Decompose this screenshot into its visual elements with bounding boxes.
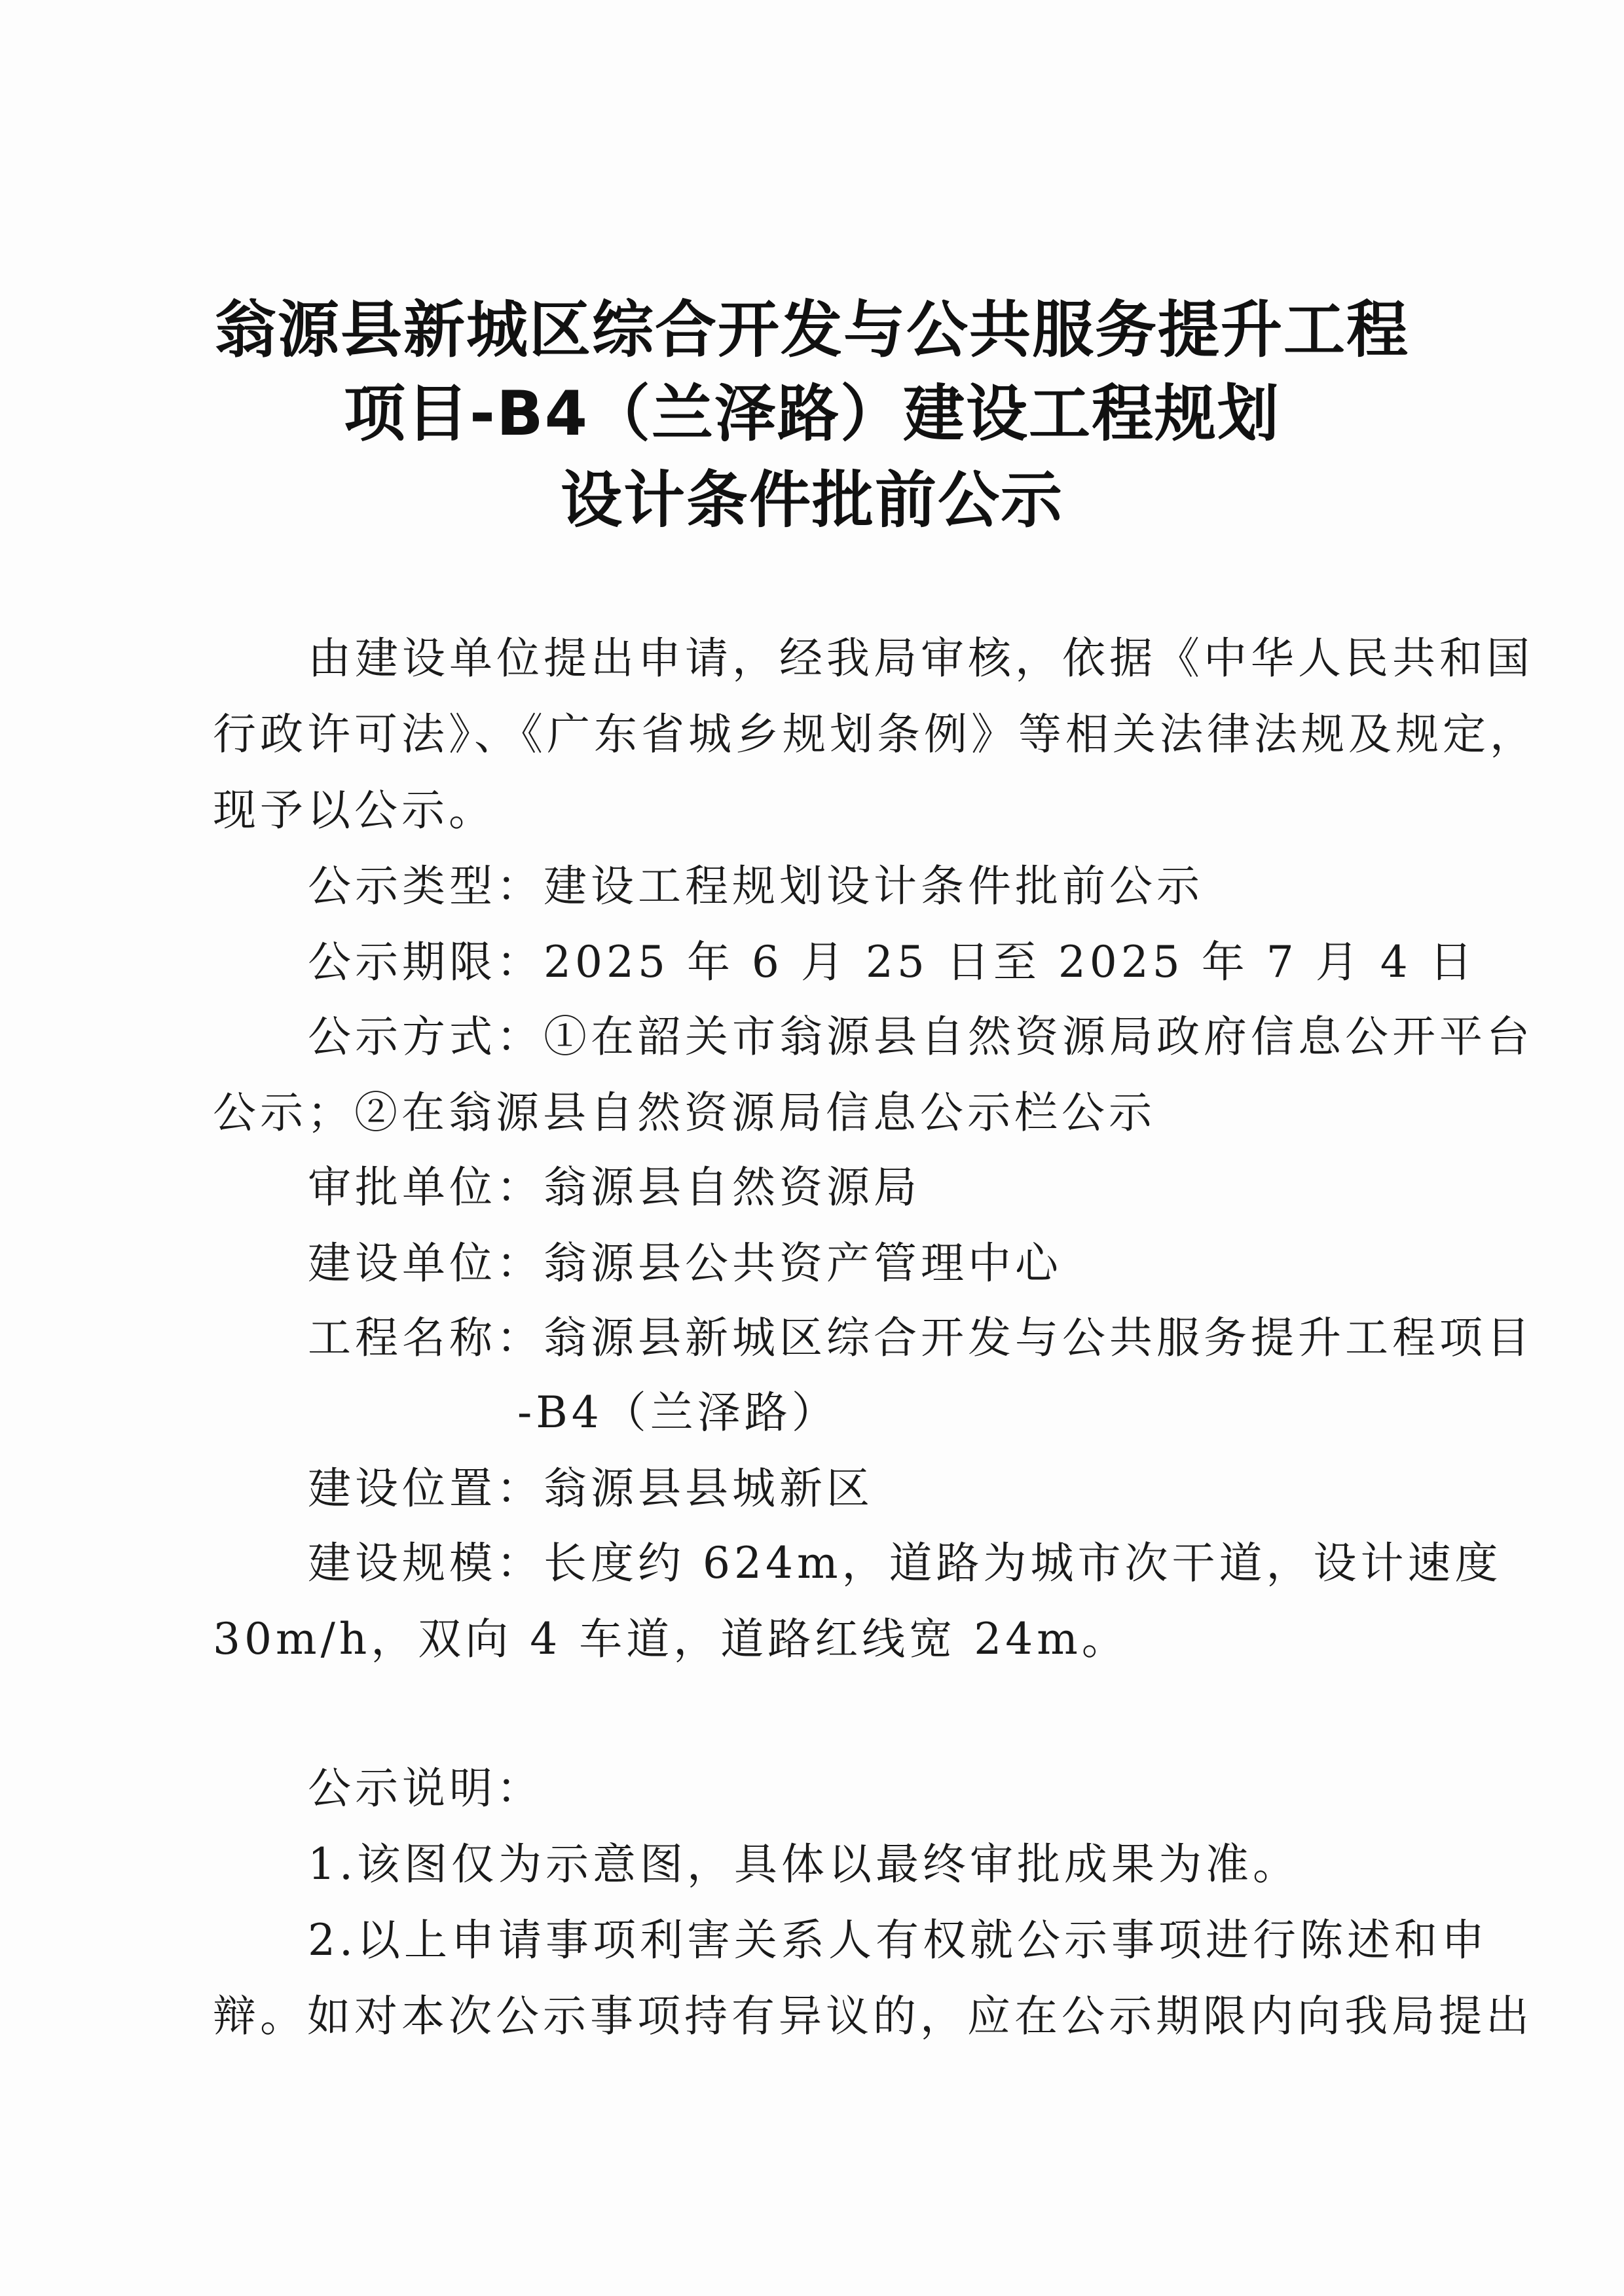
location-row (308, 1453, 874, 1516)
period-label: 公示期限： (308, 937, 544, 987)
builder-value: 翁源县公共资产管理中心 (544, 1238, 1062, 1288)
scale-value-line-2: 30m/h，双向 4 车道，道路红线宽 24m。 (213, 1614, 1129, 1664)
notes-item-2-line-1: 2.以上申请事项利害关系人有权就公示事项进行陈述和申 (308, 1915, 1488, 1965)
project-label: 工程名称： (308, 1313, 544, 1363)
intro-line-1: 由建设单位提出申请，经我局审核，依据《中华人民共和国 (308, 633, 1534, 683)
project-value-line-2: -B4（兰泽路） (517, 1387, 839, 1438)
approver-value: 翁源县自然资源局 (544, 1162, 921, 1212)
type-label: 公示类型： (308, 861, 544, 911)
type-row (308, 851, 1204, 913)
project-row (308, 1303, 1534, 1365)
page-title-line-1: 翁源县新城区综合开发与公共服务提升工程 (214, 295, 1409, 366)
location-label: 建设位置： (308, 1463, 544, 1514)
notes-heading: 公示说明： (308, 1763, 544, 1813)
notes-item-2-line-2: 辩。如对本次公示事项持有异议的，应在公示期限内向我局提出 (213, 1991, 1533, 2041)
notes-item-1: 1.该图仅为示意图，具体以最终审批成果为准。 (308, 1839, 1300, 1889)
method-label: 公示方式： (308, 1011, 544, 1062)
page-title-line-3: 设计条件批前公示 (560, 465, 1063, 536)
project-value-line-1: 翁源县新城区综合开发与公共服务提升工程项目 (544, 1313, 1534, 1363)
scale-value-line-1: 长度约 624m，道路为城市次干道，设计速度 (544, 1538, 1502, 1588)
method-value-line-2: 公示；②在翁源县自然资源局信息公示栏公示 (213, 1087, 1156, 1138)
approver-row (308, 1152, 921, 1214)
method-value-line-1: ①在韶关市翁源县自然资源局政府信息公开平台 (544, 1011, 1534, 1062)
period-value: 2025 年 6 月 25 日至 2025 年 7 月 4 日 (544, 937, 1477, 987)
approver-label: 审批单位： (308, 1162, 544, 1212)
intro-line-2: 行政许可法》、《广东省城乡规划条例》等相关法律法规及规定， (213, 709, 1537, 759)
period-row (308, 927, 1477, 989)
scale-label: 建设规模： (308, 1538, 544, 1588)
method-row (308, 1002, 1534, 1064)
location-value: 翁源县县城新区 (544, 1463, 874, 1514)
scale-row (308, 1528, 1502, 1590)
builder-label: 建设单位： (308, 1238, 544, 1288)
type-value: 建设工程规划设计条件批前公示 (544, 861, 1204, 911)
intro-line-3: 现予以公示。 (213, 785, 496, 835)
page-title-line-2: 项目-B4（兰泽路）建设工程规划 (343, 378, 1281, 450)
builder-row (308, 1228, 1062, 1290)
